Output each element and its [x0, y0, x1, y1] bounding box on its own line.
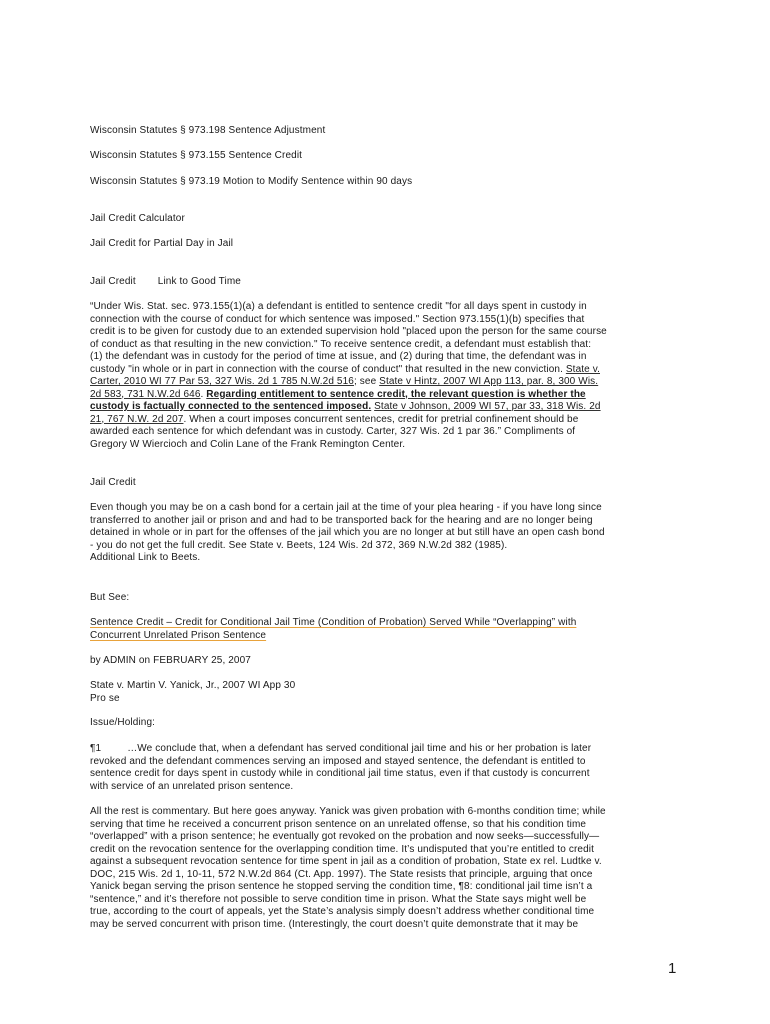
case-link-carter-cite[interactable]: Carter, 2010 WI 77 Par 53, 327 Wis. 2d 1 785 N.W.2d 516: [90, 376, 354, 387]
article-byline: by ADMIN on FEBRUARY 25, 2007: [90, 655, 251, 666]
quote-line: Gregory W Wiercioch and Colin Lane of the Frank Remington Center.: [90, 438, 406, 450]
link-sentence-adjustment[interactable]: Wisconsin Statutes § 973.198 Sentence Adjustment: [90, 125, 326, 136]
quote-line: custody "in whole or in part in connection with the course of conduct" that resulted in the new conviction. State v.: [90, 363, 600, 375]
quote-line: 21, 767 N.W. 2d 207. When a court imposes concurrent sentences, credit for pretrial confinement should be: [90, 413, 579, 425]
quote-line: [90, 401, 607, 414]
case-link-hintz[interactable]: State v Hintz, 2007 WI App 113, par. 8, 300 Wis.: [379, 376, 599, 387]
article-title-link[interactable]: Sentence Credit – Credit for Conditional Jail Time (Condition of Probation) Served While “Overlapping” with Concurrent Unrelated Prison Sentence: [90, 617, 577, 641]
holding-paragraph: ¶1 …We conclude that, when a defendant has served conditional jail time and his or her probation is later revoked and the defendant commences serving an imposed and stayed sentence, the defendant is entitled to sentence credit for days spent in custody while in conditional jail time status, even if that custody is concurrent with service of an unrelated prison sentence.: [90, 743, 592, 792]
case-link-johnson[interactable]: State v Johnson, 2009 WI 57, par 33, 318 Wis. 2d: [374, 401, 601, 412]
link-sentence-credit[interactable]: Wisconsin Statutes § 973.155 Sentence Credit: [90, 150, 303, 161]
quote-line: “Under Wis. Stat. sec. 973.155(1)(a) a defendant is entitled to sentence credit "for all days spent in custody in: [90, 301, 587, 312]
quote-block: [90, 301, 607, 451]
jail-credit-paragraph: Even though you may be on a cash bond for a certain jail at the time of your plea hearing - if you have long since transferred to another jail or prison and and had to be transported back for the hearing and are no longer being detained in whole or in part for the offenses of the jail which you are no longer at but still have an open cash bond - you do not get the full credit. See State v. Beets, 124 Wis. 2d 372, 369 N.W.2d 382 (1985). Additional Link to Beets.: [90, 502, 605, 563]
paragraph-mark: ¶1: [90, 743, 102, 754]
quote-line: (1) the defendant was in custody for the period of time at issue, and (2) during that time, the defendant was in: [90, 351, 587, 362]
but-see-label: But See:: [90, 592, 130, 603]
link-good-time[interactable]: Link to Good Time: [157, 276, 241, 287]
jail-credit-heading: Jail Credit: [90, 477, 136, 488]
jail-credit-links-row: [90, 276, 241, 289]
link-motion-modify[interactable]: Wisconsin Statutes § 973.19 Motion to Modify Sentence within 90 days: [90, 176, 413, 187]
quote-line: Carter, 2010 WI 77 Par 53, 327 Wis. 2d 1 785 N.W.2d 516; see State v Hintz, 2007 WI App 113, par. 8, 300 Wis.: [90, 376, 599, 387]
page-number: 1: [668, 960, 677, 977]
case-link-carter[interactable]: State v.: [565, 363, 600, 375]
quote-line: 2d 583, 731 N.W.2d 646. Regarding entitlement to sentence credit, the relevant question is whether the: [90, 388, 586, 400]
emphasis-relevant-question: Regarding entitlement to sentence credit, the relevant question is whether the: [206, 388, 586, 400]
quote-line: credit is to be given for custody due to an extended supervision hold "placed upon the person for the same course: [90, 326, 607, 337]
quote-line: awarded each sentence for which defendant was in custody. Carter, 327 Wis. 2d 1 par 36.” Compliments of: [90, 426, 576, 437]
quote-line: connection with the course of conduct for which sentence was imposed." Section 973.155(1)(b) specifies that: [90, 313, 585, 325]
case-link-johnson-cite[interactable]: 21, 767 N.W. 2d 207: [90, 413, 184, 425]
link-jail-credit-calculator[interactable]: Jail Credit Calculator: [90, 213, 185, 224]
case-link-hintz-cite[interactable]: 2d 583, 731 N.W.2d 646: [90, 388, 201, 400]
case-caption: State v. Martin V. Yanick, Jr., 2007 WI App 30 Pro se: [90, 680, 296, 704]
link-additional-beets[interactable]: Additional Link to Beets.: [90, 552, 201, 563]
link-jail-credit[interactable]: Jail Credit: [90, 276, 136, 287]
issue-holding-label: Issue/Holding:: [90, 717, 156, 728]
link-jail-credit-partial-day[interactable]: Jail Credit for Partial Day in Jail: [90, 238, 234, 249]
quote-line: of conduct as that resulting in the new conviction." To receive sentence credit, a defendant must establish that:: [90, 338, 592, 350]
emphasis-factual-connection: custody is factually connected to the sentenced imposed.: [90, 401, 372, 412]
commentary-paragraph: All the rest is commentary. But here goes anyway. Yanick was given probation with 6-months condition time; while serving that time he received a concurrent prison sentence on an unrelated offense, so that his condition time “overlapped” with a prison sentence; he eventually got revoked on the probation and now seeks—successfully— credit on the revocation sentence for the overlapping condition time. It’s undisputed that you’re entitled to credit against a subsequent revocation sentence for time spent in jail as a condition of probation, State ex rel. Ludtke v. DOC, 215 Wis. 2d 1, 10-11, 572 N.W.2d 864 (Ct. App. 1997). The State resists that principle, arguing that once Yanick began serving the prison sentence he stopped serving the condition time, ¶8: conditional jail time isn’t a “sentence,” and it’s therefore not possible to serve condition time in prison. What the State says might well be true, according to the court of appeals, yet the State’s analysis simply doesn’t address whether conditional time may be served concurrent with prison time. (Interestingly, the court doesn’t quite demonstrate that it may be: [90, 806, 606, 930]
